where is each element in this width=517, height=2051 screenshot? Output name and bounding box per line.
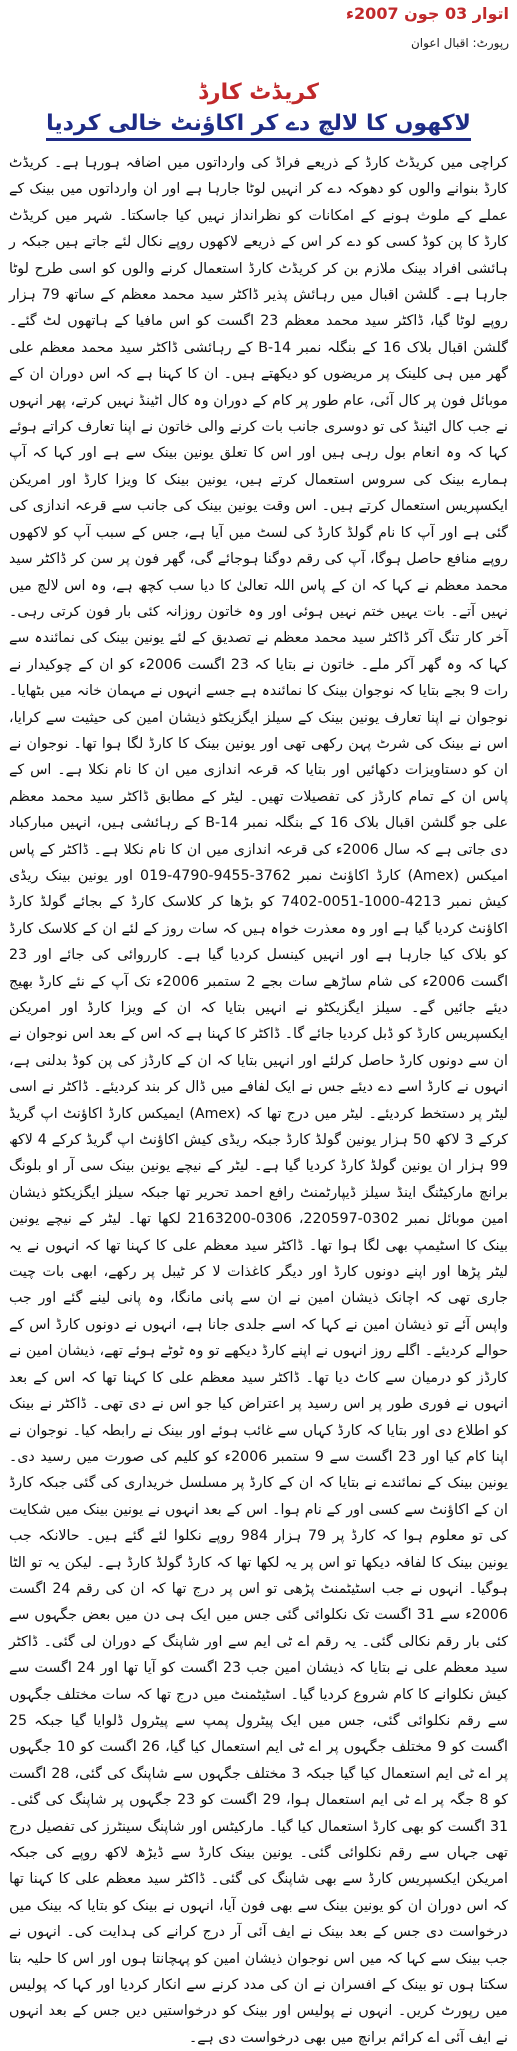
- byline: رپورٹ: اقبال اعوان: [410, 36, 509, 50]
- article-body: [9, 150, 508, 2051]
- headline-kicker: کریڈٹ کارڈ: [198, 80, 319, 105]
- headline-block: [0, 80, 517, 141]
- article-paragraph: کراچی میں کریڈٹ کارڈ کے ذریعے فراڈ کی وارداتوں میں اضافہ ہورہا ہے۔ کریڈٹ کارڈ بنوانے والوں کو دھوکہ دے کر انہیں لوٹا جارہا ہے اور ان وارداتوں میں بینک کے عملے کے ملوث ہونے کے امکانات کو نظرانداز نہیں کیا جاسکتا۔ شہر میں کریڈٹ کارڈ کا پن کوڈ کسی کو دے کر اس کے ذریعے لاکھوں روپے نکال لئے جاتے ہیں جبکہ ر ہائشی افراد بینک ملازم بن کر کریڈٹ کارڈ استعمال کرنے والوں کو اسی طرح لوٹا جارہا ہے۔ گلشن اقبال میں رہائش پذیر ڈاکٹر سید محمد معظم کے ساتھ 79 ہزار روپے لوٹا گیا، ڈاکٹر سید محمد معظم 23 اگست کو اس مافیا کے ہاتھوں لٹ گئے۔ گلشن اقبال بلاک 16 کے بنگلہ نمبر B-14 کے رہائشی ڈاکٹر سید محمد معظم علی گھر میں ہی کلینک پر مریضوں کو دیکھتے ہیں۔ ان کا کہنا ہے کہ اس دوران ان کے موبائل فون پر کال آئی، عام طور پر کام کے دوران وہ کال اٹینڈ نہیں کرتے، پھر انہوں نے جب کال اٹینڈ کی تو دوسری جانب بات کرنے والی خاتون نے اپنا تعارف کراتے ہوئے کہا کہ وہ انعام بول رہی ہیں اور اس کا تعلق یونین بینک سے ہے اور کہا کہ آپ ہمارے بینک کی سروس استعمال کرتے ہیں، یونین بینک کا ویزا کارڈ اور امریکن ایکسپریس استعمال کرتے ہیں۔ اس وقت یونین بینک کی جانب سے قرعہ اندازی کی گئی ہے اور آپ کا نام گولڈ کارڈ کی لسٹ میں آیا ہے، جس کے سبب آپ کو لاکھوں روپے منافع حاصل ہوگا، آپ کی رقم دوگنا ہوجائے گی، گھر فون پر سن کر ڈاکٹر سید محمد معظم نے کہا کہ ان کے پاس اللہ تعالیٰ کا دیا سب کچھ ہے، وہ اس لالچ میں نہیں آتے۔ بات یہیں ختم نہیں ہوئی اور وہ خاتون روزانہ کئی بار فون کرتی رہی۔ آخر کار تنگ آکر ڈاکٹر سید محمد معظم نے تصدیق کے لئے یونین بینک کی نمائندہ سے کہا کہ وہ گھر آکر ملے۔ خاتون نے بتایا کہ 23 اگست 2006ء کو ان کے چوکیدار نے رات 9 بجے بتایا کہ نوجوان بینک کا نمائندہ ہے جسے انہوں نے مہمان خانہ میں بٹھایا۔ نوجوان نے اپنا تعارف یونین بینک کے سیلز ایگزیکٹو ذیشان امین کی حیثیت سے کرایا، اس نے بینک کی شرٹ پہن رکھی تھی اور یونین بینک کا کارڈ لگا ہوا تھا۔ نوجوان نے ان کو دستاویزات دکھائیں اور بتایا کہ قرعہ اندازی میں ان کا نام نکلا ہے۔ اس کے پاس ان کے تمام کارڈز کی تفصیلات تھیں۔ لیٹر کے مطابق ڈاکٹر سید محمد معظم علی جو گلشن اقبال بلاک 16 کے بنگلہ نمبر B-14 کے رہائشی ہیں، انہیں مبارکباد دی جاتی ہے کہ سال 2006ء کی قرعہ اندازی میں ان کا نام نکلا ہے۔ ڈاکٹر کے پاس امیکس (Amex) کارڈ اکاؤنٹ نمبر 3762-9455-4790-019 اور یونین بینک ریڈی کیش نمبر 4213-1000-0051-7402 کو بڑھا کر کلاسک کارڈ کے بجائے گولڈ کارڈ اکاؤنٹ کردیا گیا ہے اور وہ معذرت خواہ ہیں کہ سات روز کے لئے ان کے کلاسک کارڈ کو بلاک کیا جارہا ہے اور انہیں کینسل کردیا گیا ہے۔ کارروائی کی جائے اور 23 اگست 2006ء کی شام ساڑھے سات بجے 2 ستمبر 2006ء تک آپ کے نئے کارڈ بھیج دیئے جائیں گے۔ سیلز ایگزیکٹو نے انہیں بتایا کہ ان کے ویزا کارڈ اور امریکن ایکسپریس کارڈ کو ڈبل کردیا جائے گا۔ ڈاکٹر کا کہنا ہے کہ اس کے بعد اس نوجوان نے ان سے دونوں کارڈ حاصل کرلئے اور انہیں بتایا کہ ان کے کارڈز کی پن کوڈ بدلنی ہے، انہوں نے کارڈ اسے دے دیئے جس نے ایک لفافے میں ڈال کر بند کردیئے۔ ڈاکٹر نے اسی لیٹر پر دستخط کردیئے۔ لیٹر میں درج تھا کہ (Amex) ایمیکس کارڈ اکاؤنٹ اپ گریڈ کرکے 3 لاکھ 50 ہزار یونین گولڈ کارڈ جبکہ ریڈی کیش اکاؤنٹ اپ گریڈ کرکے 4 لاکھ 99 ہزار ان یونین گولڈ کارڈ کردیا گیا ہے۔ لیٹر کے نیچے یونین بینک سی آر او بلونگ برانچ مارکیٹنگ اینڈ سیلز ڈیپارٹمنٹ رافع احمد تحریر تھا جبکہ سیلز ایگزیکٹو ذیشان امین موبائل نمبر 0302-220597، 0306-2163200 لکھا تھا۔ لیٹر کے نیچے یونین بینک کا اسٹیمپ بھی لگا ہوا تھا۔ ڈاکٹر سید معظم علی کا کہنا تھا کہ انہوں نے یہ لیٹر پڑھا اور اپنے دونوں کارڈ اور دیگر کاغذات لا کر ٹیبل پر رکھے، ابھی بات چیت جاری تھی کہ اچانک ذیشان امین نے ان سے پانی مانگا، وہ پانی لینے گئے اور جب واپس آئے تو ذیشان امین نے کہا کہ اسے جلدی جانا ہے، انہوں نے دونوں کارڈ اس کے حوالے کردیئے۔ اگلے روز انہوں نے اپنے کارڈ دیکھے تو وہ ٹوٹے ہوئے تھے، ذیشان امین نے کارڈز کو درمیان سے کاٹ دیا تھا۔ ڈاکٹر سید معظم علی کا کہنا تھا کہ اس کے بعد انہوں نے فوری طور پر اس رسید پر اعتراض کیا جو اس نے دی تھی۔ ڈاکٹر نے بینک کو اطلاع دی اور بتایا کہ کارڈ کہاں سے غائب ہوئے اور بینک نے رابطہ کیا۔ نوجوان نے اپنا کام کیا اور 23 اگست سے 9 ستمبر 2006ء کو کلیم کی صورت میں رسید دی۔ یونین بینک کے نمائندے نے بتایا کہ ان کے کارڈ پر مسلسل خریداری کی گئی جبکہ کارڈ ان کے اکاؤنٹ سے کسی اور کے نام ہوا۔ اس کے بعد انہوں نے یونین بینک میں شکایت کی تو معلوم ہوا کہ کارڈ پر 79 ہزار 984 روپے نکلوا لئے گئے ہیں۔ حالانکہ جب یونین بینک کا لفافہ دیکھا تو اس پر یہ لکھا تھا کہ کارڈ گولڈ کارڈ ہے۔ لیکن یہ تو الٹا ہوگیا۔ انہوں نے جب اسٹیٹمنٹ پڑھی تو اس پر درج تھا کہ ان کی رقم 24 اگست 2006ء سے 31 اگست تک نکلوائی گئی جس میں ایک ہی دن میں بعض جگہوں سے کئی بار رقم نکالی گئی۔ یہ رقم اے ٹی ایم سے اور شاپنگ کے دوران لی گئی۔ ڈاکٹر سید معظم علی نے بتایا کہ ذیشان امین جب 23 اگست کو آیا تھا اور 24 اگست سے کیش نکلوانے کا کام شروع کردیا گیا۔ اسٹیٹمنٹ میں درج تھا کہ سات مختلف جگہوں سے رقم نکلوائی گئی، جس میں ایک پیٹرول پمپ سے پیٹرول ڈلوایا گیا جبکہ 25 اگست کو 9 مختلف جگہوں پر اے ٹی ایم استعمال کیا گیا، 26 اگست کو 10 جگہوں پر اے ٹی ایم استعمال کیا گیا جبکہ 3 مختلف جگہوں سے شاپنگ کی گئی، 28 اگست کو 8 جگہ پر اے ٹی ایم استعمال ہوا، 29 اگست کو 23 جگہوں پر شاپنگ کی گئی۔ 31 اگست کو بھی کارڈ استعمال کیا گیا۔ مارکیٹس اور شاپنگ سینٹرز کی تفصیل درج تھی جہاں سے رقم نکلوائی گئی۔ یونین بینک کارڈ سے ڈیڑھ لاکھ روپے کی جبکہ امریکن ایکسپریس کارڈ سے بھی شاپنگ کی گئی۔ ڈاکٹر سید معظم علی کا کہنا تھا کہ اس دوران ان کو یونین بینک سے بھی فون آیا، انہوں نے بینک کو بتایا کہ بینک میں درخواست دی جس کے بعد بینک نے ایف آئی آر درج کرانے کی ہدایت کی۔ انہوں نے جب بینک سے کہا کہ میں اس نوجوان ذیشان امین کو پہچانتا ہوں اور اس کا حلیہ بتا سکتا ہوں تو بینک کے افسران نے ان کی مدد کرنے سے انکار کردیا اور کہا کہ پولیس میں رپورٹ کریں۔ انہوں نے پولیس اور بینک کو درخواستیں دیں جس کے بعد انہوں نے ایف آئی اے کرائم برانچ میں بھی درخواست دی ہے۔: [9, 155, 509, 2046]
- headline-title: لاکھوں کا لالچ دے کر اکاؤنٹ خالی کردیا: [46, 111, 471, 141]
- publication-date: اتوار 03 جون 2007ء: [345, 4, 509, 23]
